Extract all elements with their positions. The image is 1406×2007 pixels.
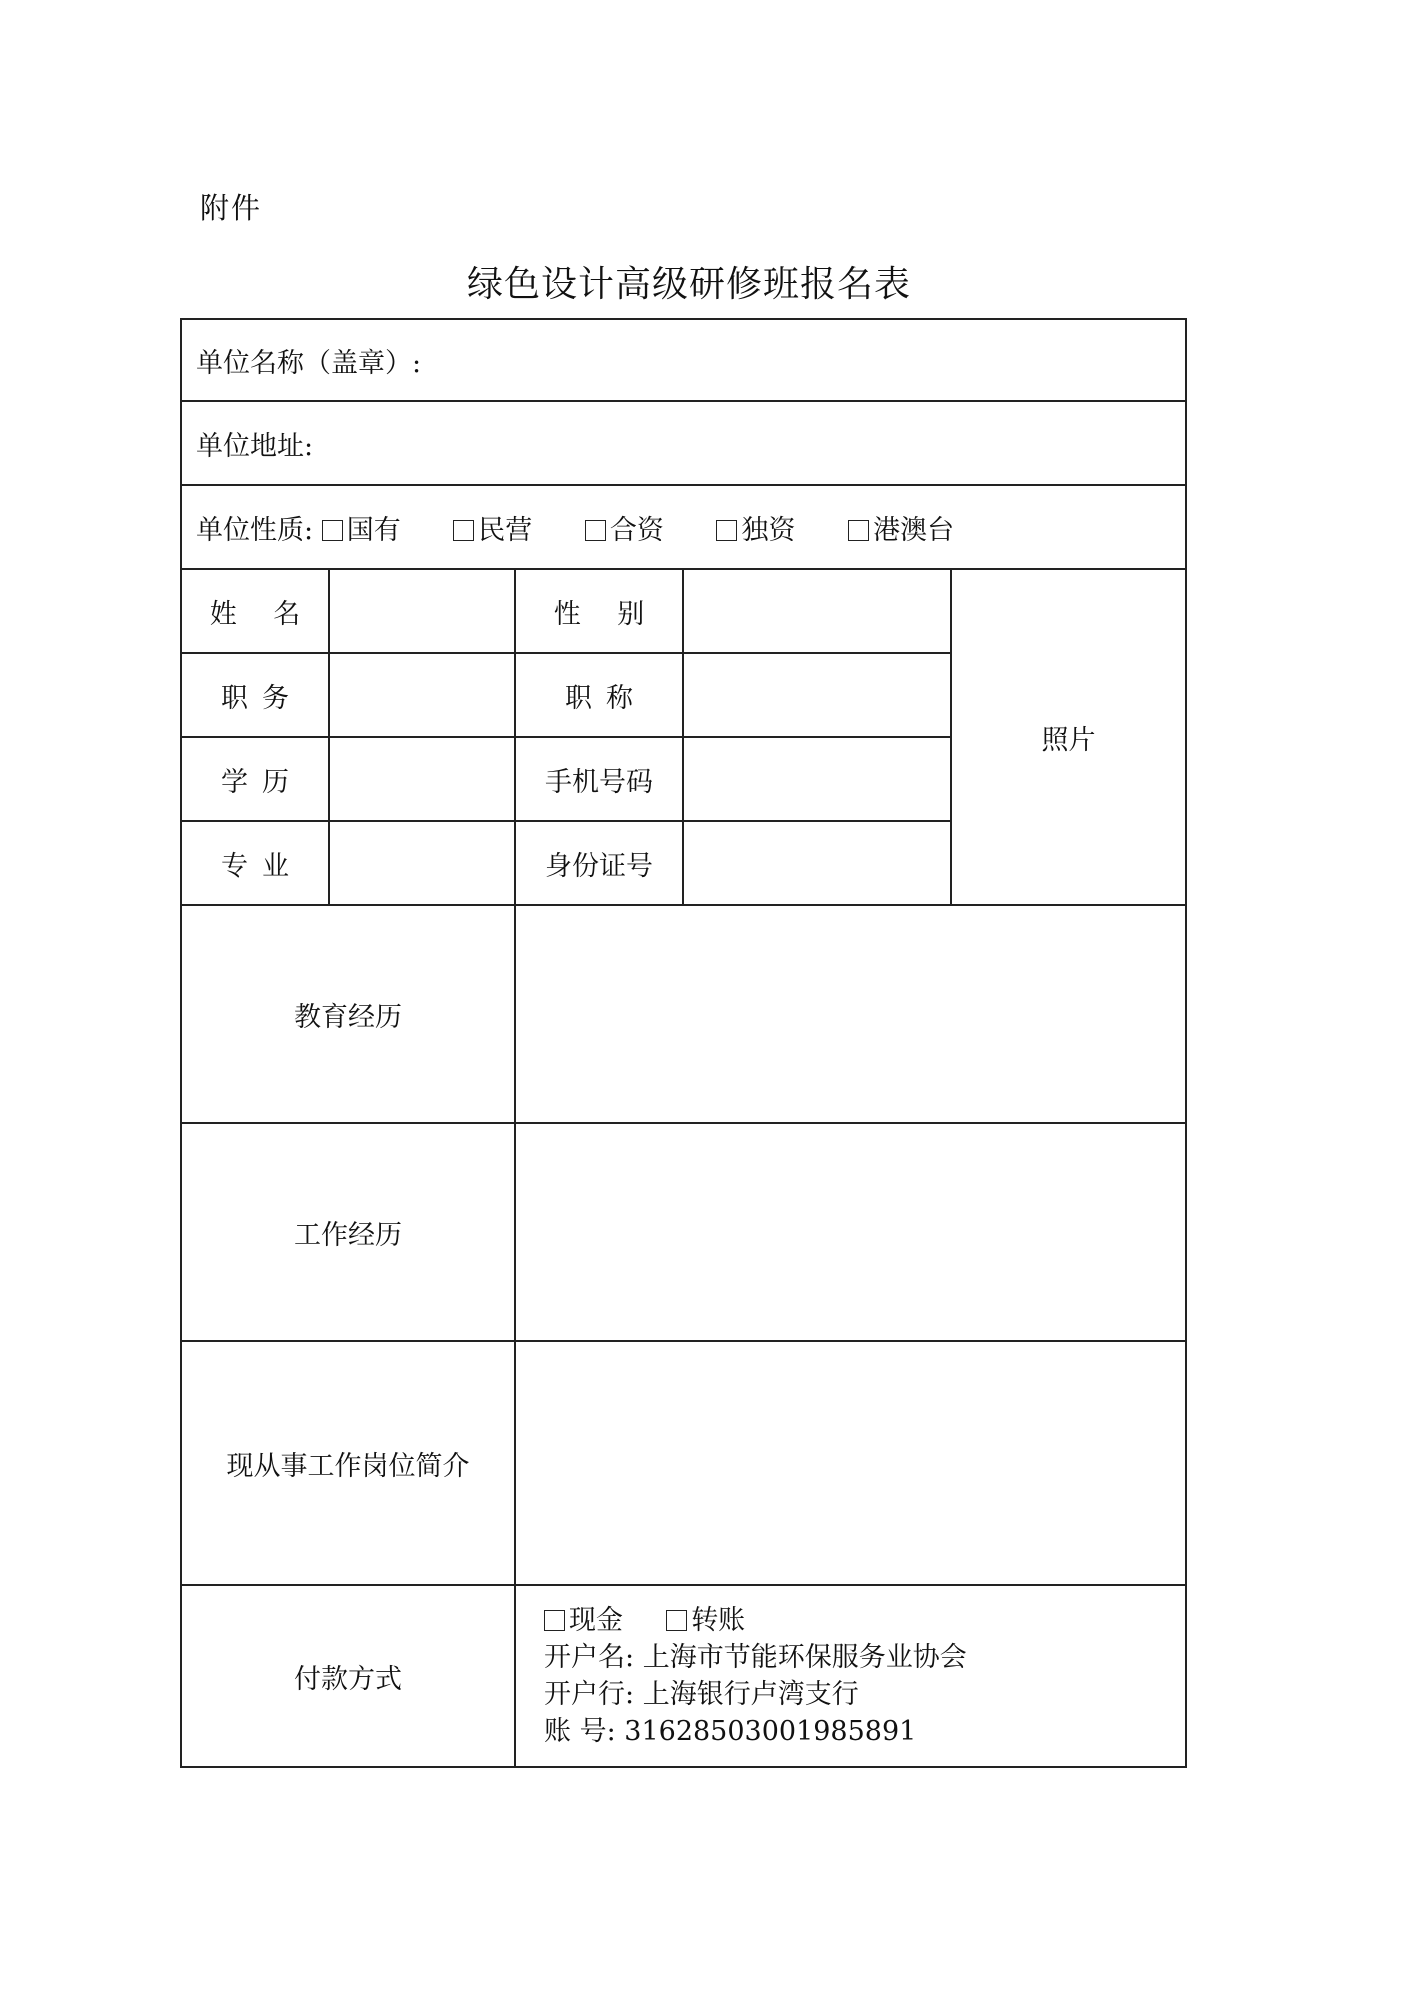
unit-name-label: 单位名称（盖章）:	[196, 347, 422, 379]
bank-value: 上海银行卢湾支行	[642, 1679, 859, 1710]
account-name-label: 开户名:	[544, 1642, 635, 1673]
nature-option-hk-macau-tw[interactable]: 港澳台	[848, 508, 954, 547]
payment-option-cash[interactable]: 现金	[544, 1605, 623, 1636]
mobile-label: 手机号码	[515, 737, 683, 821]
education-label: 学历	[181, 737, 329, 821]
mobile-input-cell[interactable]	[683, 737, 951, 821]
education-history-row	[181, 905, 1186, 1123]
gender-input-cell[interactable]	[683, 569, 951, 653]
education-history-input-cell[interactable]	[515, 905, 1186, 1123]
checkbox-icon[interactable]	[666, 1610, 687, 1631]
work-history-label: 工作经历	[181, 1123, 515, 1341]
bank-line	[544, 1676, 1185, 1713]
nature-option-wholly-owned[interactable]: 独资	[716, 508, 795, 547]
unit-address-field[interactable]	[181, 401, 1186, 485]
unit-address-row	[181, 401, 1186, 485]
checkbox-icon[interactable]	[453, 520, 474, 541]
photo-label: 照片	[1041, 724, 1096, 756]
account-number-line	[544, 1713, 1185, 1750]
title-input-cell[interactable]	[683, 653, 951, 737]
account-number-label: 账 号:	[544, 1716, 616, 1747]
id-number-label: 身份证号	[515, 821, 683, 905]
account-number-value: 31628503001985891	[624, 1716, 917, 1747]
checkbox-icon[interactable]	[322, 520, 343, 541]
education-history-label: 教育经历	[181, 905, 515, 1123]
gender-label: 性 别	[515, 569, 683, 653]
name-gender-row	[181, 569, 1186, 653]
payment-details-cell	[515, 1585, 1186, 1767]
checkbox-icon[interactable]	[544, 1610, 565, 1631]
name-label: 姓 名	[181, 569, 329, 653]
education-input-cell[interactable]	[329, 737, 515, 821]
current-job-input-cell[interactable]	[515, 1341, 1186, 1585]
unit-address-label: 单位地址:	[196, 430, 314, 462]
nature-option-joint-venture[interactable]: 合资	[585, 508, 664, 547]
position-label: 职务	[181, 653, 329, 737]
account-name-value: 上海市节能环保服务业协会	[642, 1642, 967, 1673]
checkbox-icon[interactable]	[848, 520, 869, 541]
id-number-input-cell[interactable]	[683, 821, 951, 905]
unit-name-row	[181, 319, 1186, 401]
registration-form-table	[180, 318, 1187, 1768]
payment-option-transfer[interactable]: 转账	[666, 1605, 745, 1636]
unit-nature-row	[181, 485, 1186, 569]
name-input-cell[interactable]	[329, 569, 515, 653]
payment-row	[181, 1585, 1186, 1767]
unit-nature-label: 单位性质:	[196, 514, 314, 546]
checkbox-icon[interactable]	[585, 520, 606, 541]
payment-options	[544, 1602, 1185, 1639]
photo-cell[interactable]	[951, 569, 1186, 905]
attachment-label: 附件	[200, 191, 263, 225]
bank-label: 开户行:	[544, 1679, 635, 1710]
unit-nature-field	[181, 485, 1186, 569]
current-job-row	[181, 1341, 1186, 1585]
nature-option-private[interactable]: 民营	[453, 508, 532, 547]
position-input-cell[interactable]	[329, 653, 515, 737]
current-job-label: 现从事工作岗位简介	[181, 1341, 515, 1585]
checkbox-icon[interactable]	[716, 520, 737, 541]
unit-name-field[interactable]	[181, 319, 1186, 401]
major-input-cell[interactable]	[329, 821, 515, 905]
account-name-line	[544, 1639, 1185, 1676]
form-title: 绿色设计高级研修班报名表	[466, 264, 911, 305]
nature-option-state-owned[interactable]: 国有	[322, 508, 401, 547]
title-label: 职称	[515, 653, 683, 737]
work-history-input-cell[interactable]	[515, 1123, 1186, 1341]
work-history-row	[181, 1123, 1186, 1341]
payment-label: 付款方式	[181, 1585, 515, 1767]
major-label: 专业	[181, 821, 329, 905]
